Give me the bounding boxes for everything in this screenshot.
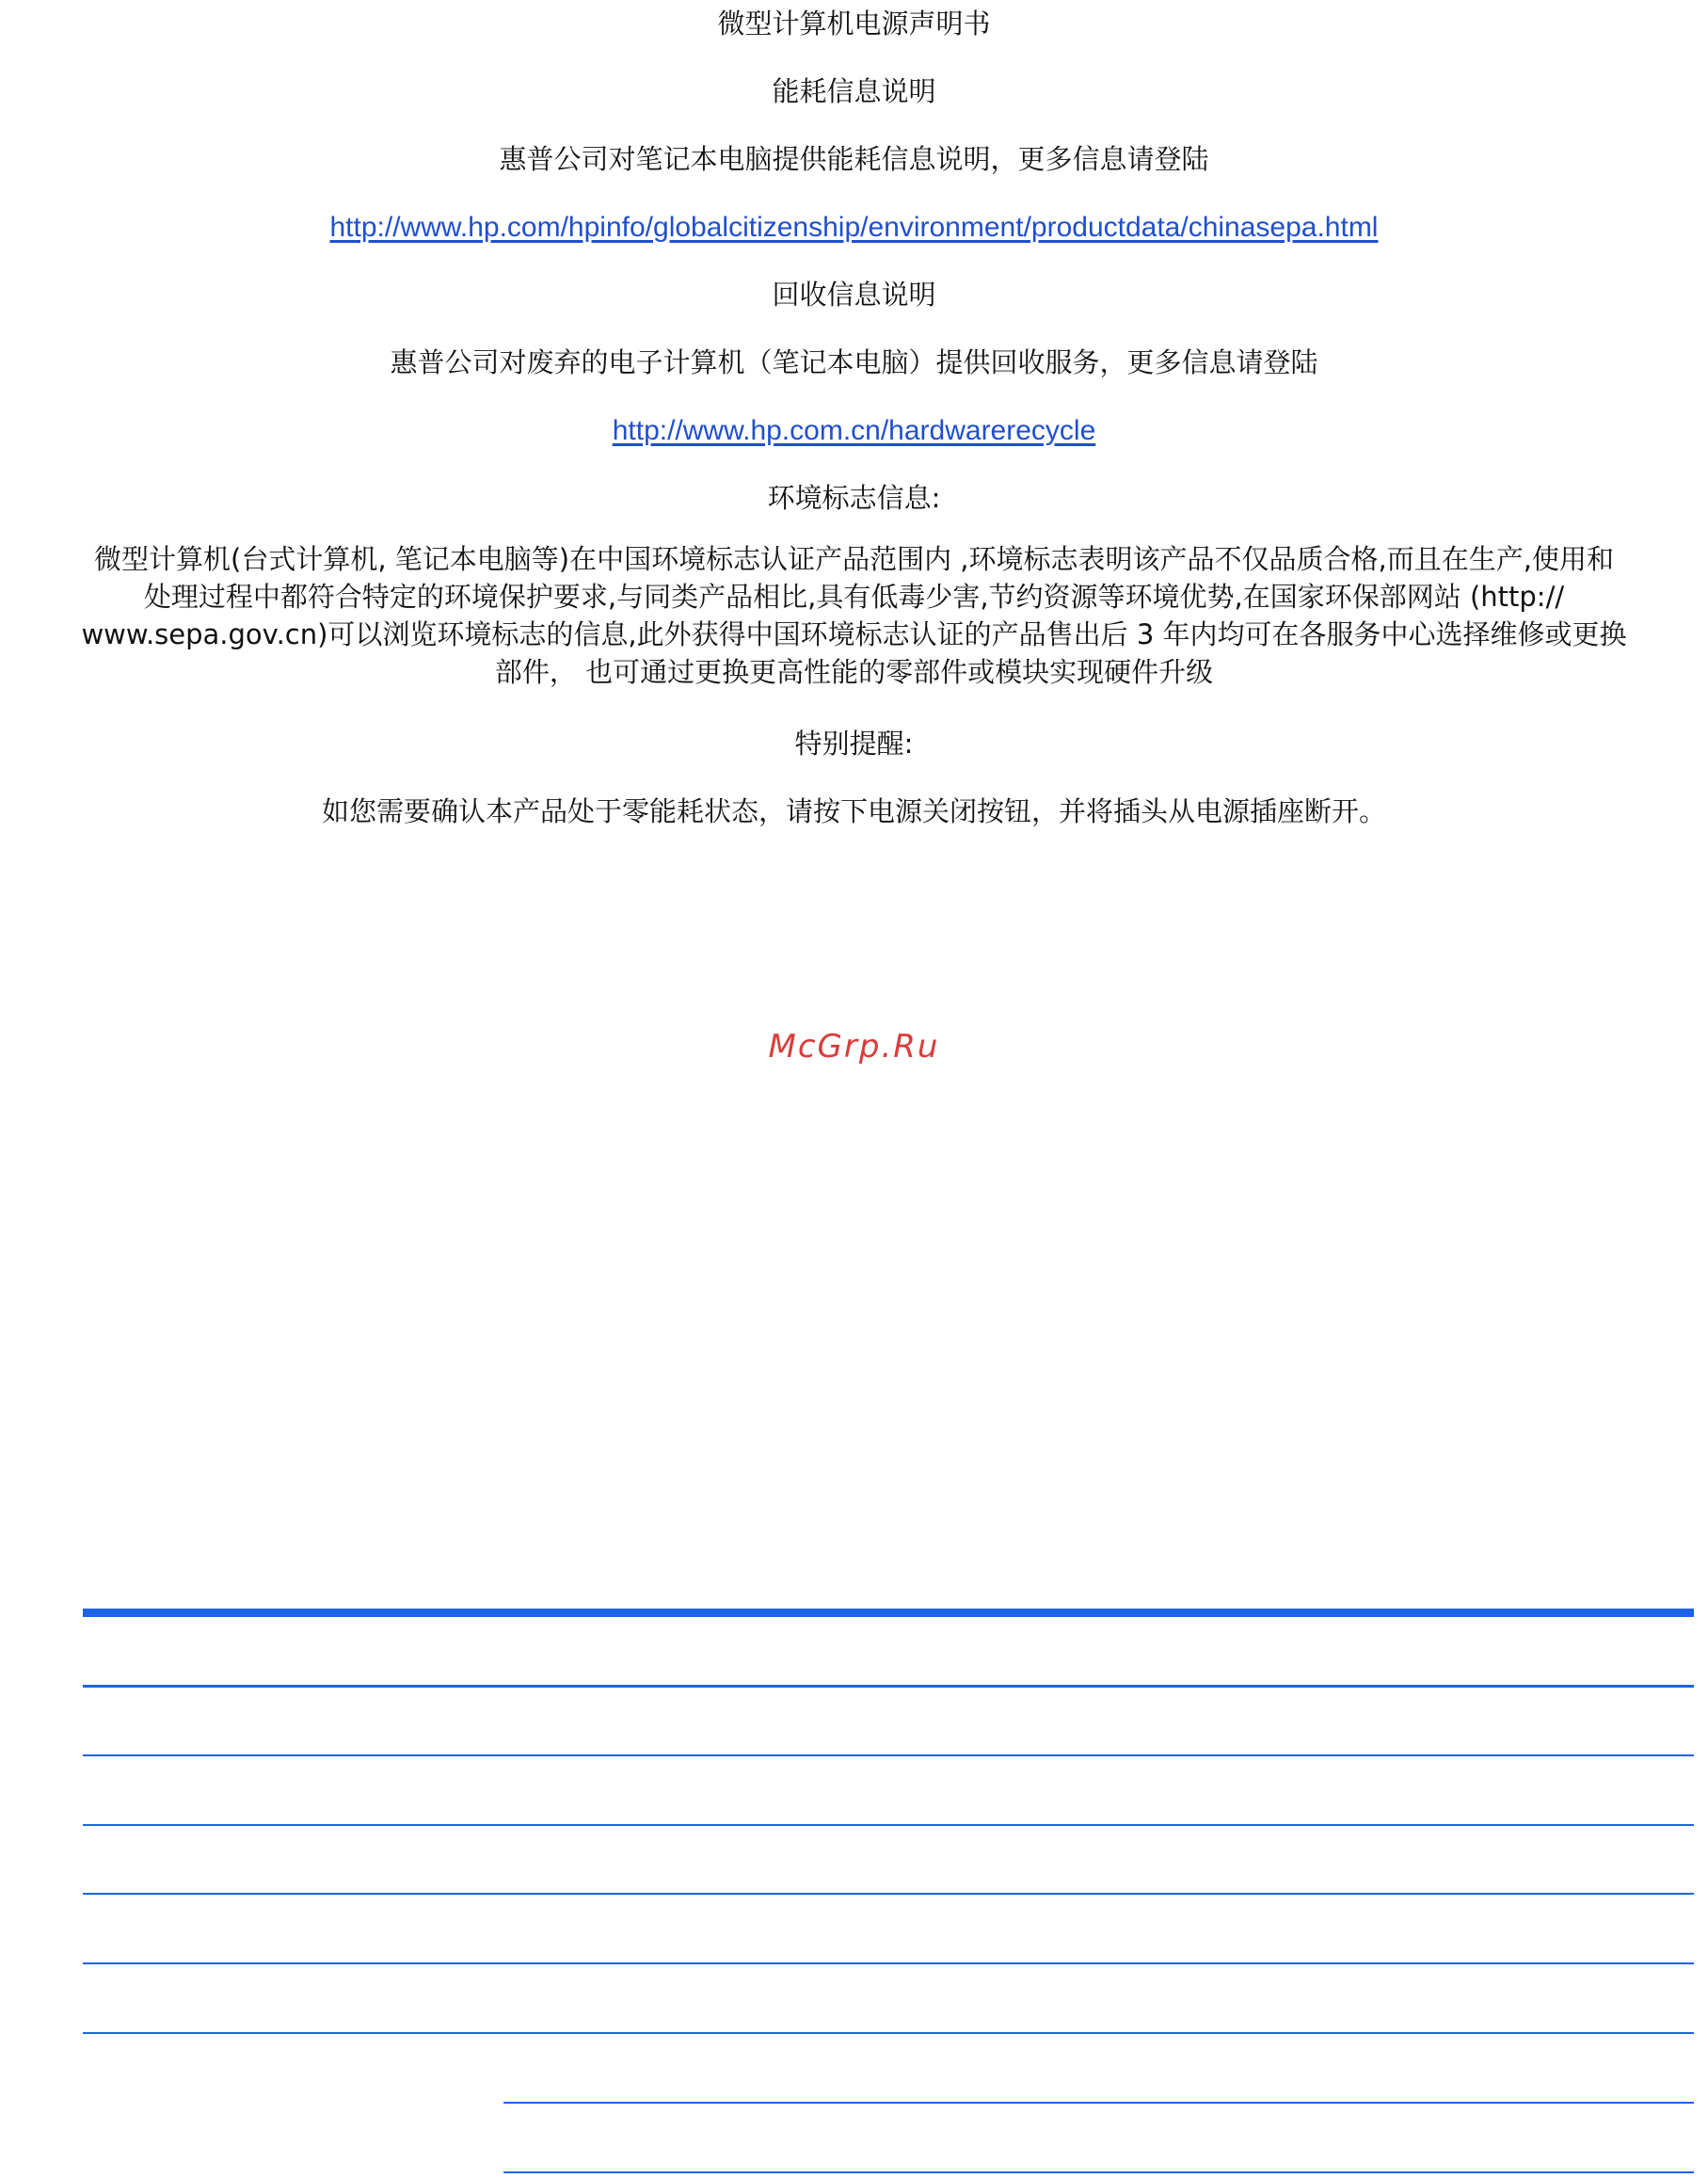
table-row-rule xyxy=(83,1754,1694,1756)
energy-heading: 能耗信息说明 xyxy=(772,75,936,107)
recycle-text: 惠普公司对废弃的电子计算机（笔记本电脑）提供回收服务，更多信息请登陆 xyxy=(390,346,1318,378)
recycle-info-link[interactable]: http://www.hp.com.cn/hardwarerecycle xyxy=(612,415,1096,446)
energy-link-row xyxy=(0,208,1708,247)
table-row-rule xyxy=(83,1824,1694,1826)
document-title: 微型计算机电源声明书 xyxy=(717,8,991,40)
eco-paragraph xyxy=(19,540,1689,691)
energy-info-link[interactable]: http://www.hp.com/hpinfo/globalcitizenship/environment/productdata/chinasepa.html xyxy=(329,212,1379,243)
table-row-rule xyxy=(83,1962,1694,1964)
table-row-rule xyxy=(83,2032,1694,2034)
table-row-rule xyxy=(83,1685,1694,1688)
energy-text: 惠普公司对笔记本电脑提供能耗信息说明，更多信息请登陆 xyxy=(499,143,1209,175)
table-sub-rule xyxy=(503,2102,1694,2104)
reminder-text: 如您需要确认本产品处于零能耗状态，请按下电源关闭按钮，并将插头从电源插座断开。 xyxy=(321,795,1386,827)
eco-paragraph-line: www.sepa.gov.cn)可以浏览环境标志的信息,此外获得中国环境标志认证的产品售出后 3 年内均可在各服务中心选择维修或更换 xyxy=(81,618,1627,650)
eco-paragraph-line: 微型计算机(台式计算机, 笔记本电脑等)在中国环境标志认证产品范围内 ,环境标志表明该产品不仅品质合格,而且在生产,使用和 xyxy=(94,543,1614,575)
recycle-link-row xyxy=(0,411,1708,450)
eco-paragraph-line: 处理过程中都符合特定的环境保护要求,与同类产品相比,具有低毒少害,节约资源等环境优势,在国家环保部网站 (http:// xyxy=(143,581,1565,613)
reminder-heading: 特别提醒: xyxy=(794,728,914,760)
table-top-rule xyxy=(83,1609,1694,1617)
eco-paragraph-line: 部件， 也可通过更换更高性能的零部件或模块实现硬件升级 xyxy=(494,656,1214,688)
watermark: McGrp.Ru xyxy=(768,1028,940,1065)
table-sub-rule xyxy=(503,2171,1694,2173)
table-row-rule xyxy=(83,1893,1694,1895)
recycle-heading: 回收信息说明 xyxy=(772,279,936,311)
eco-heading: 环境标志信息: xyxy=(767,482,941,514)
